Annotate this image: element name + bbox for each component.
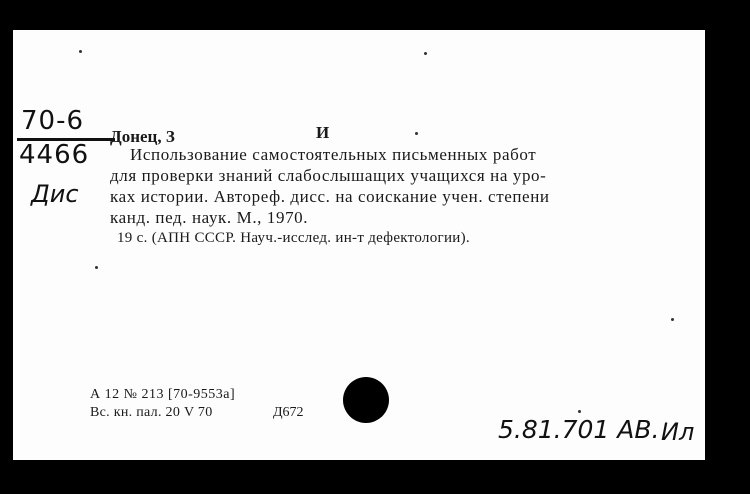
- entry-text-line4: канд. пед. наук. М., 1970.: [110, 208, 309, 227]
- author-initial: И: [316, 123, 330, 142]
- speck: [95, 266, 98, 269]
- speck: [424, 52, 427, 55]
- handwritten-note: Дис: [31, 180, 79, 208]
- shelfmark-line2: 4466: [19, 140, 90, 170]
- shelfmark-line1: 70-6: [21, 106, 85, 136]
- catalog-card: [13, 30, 705, 460]
- speck: [415, 132, 418, 135]
- entry-text-line1: Использование самостоятельных письменных работ: [130, 145, 537, 164]
- print-code: Д672: [273, 405, 304, 420]
- handwritten-signature: Ил: [661, 418, 695, 446]
- scan-border: [705, 0, 750, 30]
- speck: [671, 318, 674, 321]
- author-name: Донец, З: [110, 127, 175, 146]
- entry-text-line3: ках истории. Автореф. дисс. на соискание учен. степени: [110, 187, 550, 206]
- speck: [578, 410, 581, 413]
- chamber-code: Вс. кн. пал. 20 V 70: [90, 405, 213, 420]
- handwritten-stamp: 5.81.701 АВ.: [498, 415, 660, 444]
- entry-text-line2: для проверки знаний слабослышащих учащихся на уро-: [110, 166, 547, 185]
- punch-hole: [343, 377, 389, 423]
- registry-code: А 12 № 213 [70-9553а]: [90, 387, 236, 402]
- speck: [79, 50, 82, 53]
- entry-pages-note: 19 с. (АПН СССР. Науч.-исслед. ин-т дефектологии).: [117, 230, 470, 246]
